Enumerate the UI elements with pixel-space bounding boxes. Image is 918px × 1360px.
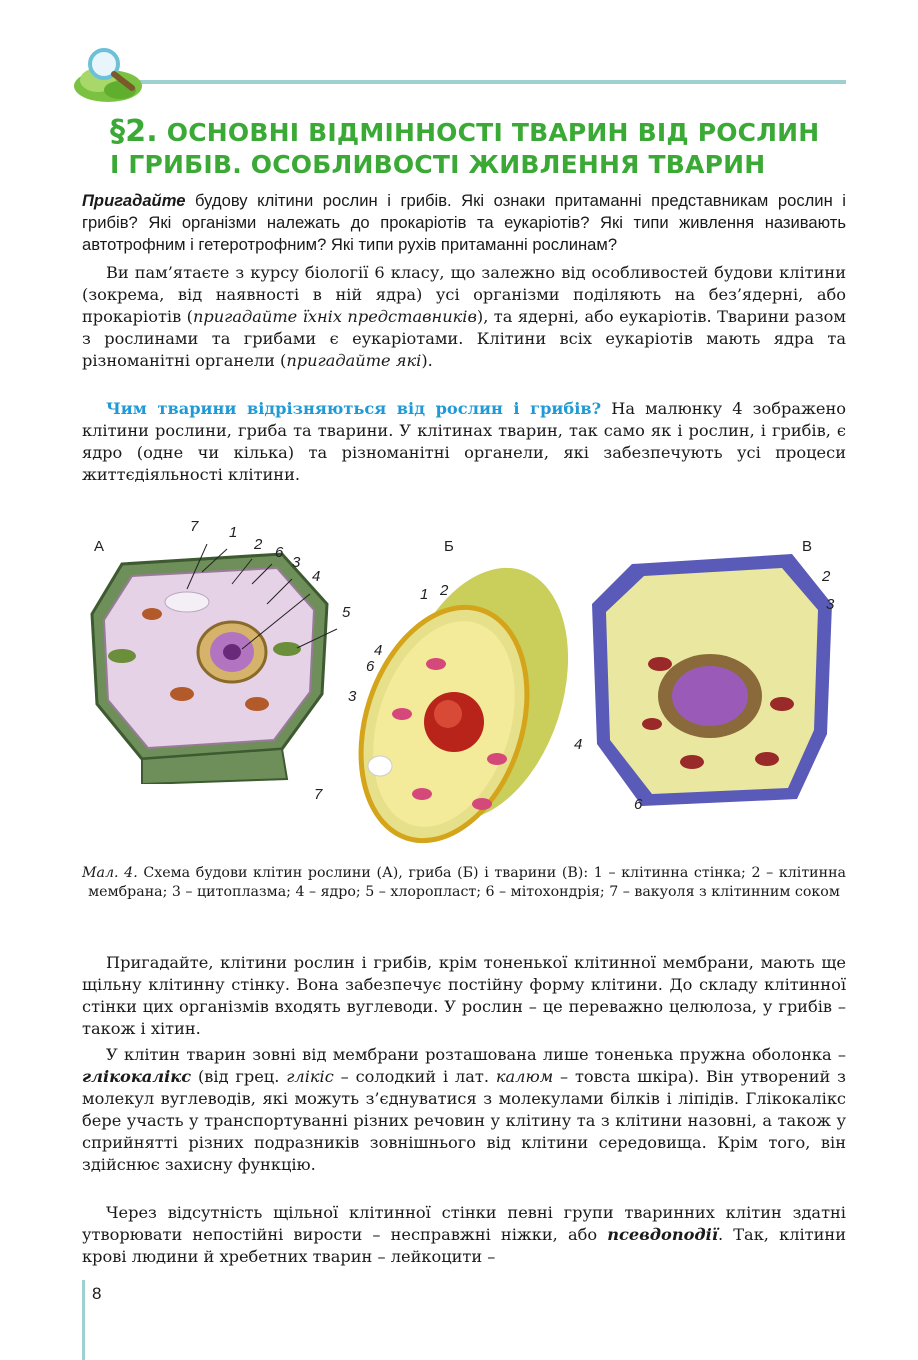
fungus-label-3: 3: [348, 688, 357, 705]
fungus-label-1: 1: [420, 586, 429, 603]
p1-italic-d: пригадайте які: [286, 351, 422, 370]
fungus-cell-illustration: [332, 554, 582, 854]
animal-label-2: 2: [822, 568, 831, 585]
plant-label-4: 4: [312, 568, 321, 585]
section-title: [110, 116, 850, 181]
caption-text: Схема будови клітин рослини (А), гриба (Б) і тварини (В): 1 – клітинна стінка; 2 – клітинна мембрана; 3 – цитоплазма; 4 – ядро; 5 – хлоропласт; 6 – мітохондрія; 7 – вакуоля з клітинним соком: [88, 865, 847, 900]
animal-label-3: 3: [826, 596, 835, 613]
fungus-label-6: 6: [366, 658, 375, 675]
section-number: §2.: [110, 114, 158, 149]
p4-text-a: У клітин тварин зовні від мембрани розташована лише тоненька пружна оболонка –: [106, 1045, 846, 1064]
recall-lead: Пригадайте: [82, 191, 186, 210]
plant-label-7: 7: [190, 518, 199, 535]
footer-rule: [82, 1280, 85, 1360]
p4-text-g: – товста шкіра). Він утворений з молекул вуглеводів, які можуть з’єднуватися з молекулами білків і ліпідів. Глікокалікс бере участь у транспортуванні різних речовин у клітину та з клітини назовні, а також у сприйнятті різних подразників зовнішнього від клітини середовища. Крім того, він здійснює захисну функцію.: [82, 1067, 846, 1174]
page-number: 8: [92, 1284, 102, 1303]
p4-text-c: (від грец.: [191, 1067, 287, 1086]
animal-label-4: 4: [574, 736, 583, 753]
p4-term-glycocalyx: глікокалікс: [82, 1067, 192, 1086]
recall-text: будову клітини рослин і грибів. Які ознаки притаманні представникам рослин і грибів? Які організми належать до прокаріотів та еукаріотів? Які типи живлення називають автотрофним і гетеротрофним? Які типи рухів притаманні рослинам?: [82, 191, 846, 254]
paragraph-1: [82, 262, 846, 372]
p4-italic-f: калюм: [495, 1067, 554, 1086]
figure-caption: [82, 864, 846, 902]
p5-text-a: Через відсутність щільної клітинної стінки певні групи тваринних клітин здатні утворювати непостійні вирости – несправжні ніжки, або: [82, 1203, 846, 1244]
figure-label-a: А: [94, 538, 105, 555]
caption-lead: Мал. 4.: [82, 865, 138, 881]
figure-label-c: В: [802, 538, 813, 555]
paragraph-5: [82, 1202, 846, 1268]
header-rule: [128, 80, 846, 84]
plant-label-2: 2: [254, 536, 263, 553]
magnifier-leaf-icon: [70, 40, 150, 110]
paragraph-4: [82, 1044, 846, 1176]
plant-cell-illustration: [82, 544, 342, 784]
fungus-label-4: 4: [374, 642, 383, 659]
animal-label-6: 6: [634, 796, 643, 813]
p4-text-e: – солодкий і лат.: [333, 1067, 496, 1086]
p1-text-c: ), та ядерні, або еукаріотів. Тварини разом з рослинами та грибами є еукаріотами. Клітини всіх еукаріотів мають ядра та різноманітні органели (: [82, 307, 846, 370]
title-line-1: ОСНОВНІ ВІДМІННОСТІ ТВАРИН ВІД РОСЛИН: [166, 118, 820, 147]
p5-term-pseudopodia: псевдоподії: [607, 1225, 718, 1244]
p5-text-c: . Так, клітини крові людини й хребетних тварин – лейкоцити –: [82, 1225, 846, 1266]
title-line-2: І ГРИБІВ. ОСОБЛИВОСТІ ЖИВЛЕННЯ ТВАРИН: [110, 150, 766, 179]
paragraph-2: [82, 398, 846, 486]
p4-italic-d: глікіс: [286, 1067, 334, 1086]
plant-label-5: 5: [342, 604, 351, 621]
paragraph-3: [82, 952, 846, 1040]
fungus-label-2: 2: [440, 582, 449, 599]
p2-text: На малюнку 4 зображено клітини рослини, гриба та тварини. У клітинах тварин, так само як і рослин, і грибів, є ядро (одне чи кілька) та різноманітні органели, які забезпечують усі процеси життєдіяльності клітини.: [82, 399, 846, 484]
p3-text: Пригадайте, клітини рослин і грибів, крім тоненької клітинної мембрани, мають ще щільну клітинну стінку. Вона забезпечує постійну форму клітини. До складу клітинної стінки цих організмів входять вуглеводи. У рослин – це переважно целюлоза, у грибів – також і хітин.: [82, 953, 846, 1038]
p1-text-e: ).: [421, 351, 433, 370]
plant-label-6: 6: [275, 544, 284, 561]
p1-text-a: Ви пам’ятаєте з курсу біології 6 класу, що залежно від особливостей будови клітини (зокрема, від наявності в ній ядра) усі організми поділяють на без’ядерні, або прокаріотів (: [82, 263, 846, 326]
p1-italic-b: пригадайте їхніх представників: [192, 307, 477, 326]
figure-cells: [82, 514, 846, 854]
fungus-label-7: 7: [314, 786, 323, 803]
question-heading: Чим тварини відрізняються від рослин і грибів?: [106, 399, 602, 418]
recall-block: [82, 190, 846, 256]
plant-label-3: 3: [292, 554, 301, 571]
plant-label-1: 1: [229, 524, 238, 541]
animal-cell-illustration: [582, 544, 842, 814]
figure-label-b: Б: [444, 538, 454, 555]
